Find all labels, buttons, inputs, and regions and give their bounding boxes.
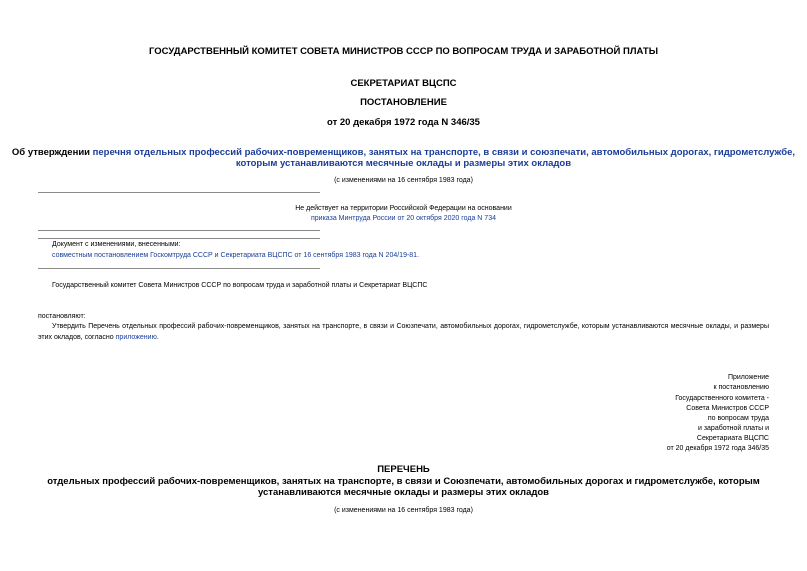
divider [38, 230, 320, 231]
status-text: Не действует на территории Российской Федерации на основании [295, 205, 512, 212]
divider [38, 238, 320, 239]
appendix-line: Совета Министров СССР [686, 405, 769, 412]
appendix-line: по вопросам труда [707, 415, 769, 422]
list-heading: ПЕРЕЧЕНЬ [377, 464, 430, 475]
approve-paragraph [38, 321, 769, 343]
divider [38, 268, 320, 269]
document-date-number: от 20 декабря 1972 года N 346/35 [327, 117, 480, 128]
title-prefix: Об утверждении [11, 147, 93, 158]
appendix-line: к постановлению [713, 384, 769, 391]
appendix-line: Приложение [727, 374, 769, 381]
approve-text: Утвердить Перечень отдельных профессий рабочих-повременщиков, занятых на транспорте, в связи и Союзпечати, автомобильных дорогах, гидрометслужбе, которым устанавливаются месячные оклады, и размеры этих окладов, согласно [38, 323, 769, 341]
document-type: ПОСТАНОВЛЕНИЕ [360, 97, 447, 108]
status-link[interactable]: приказа Минтруда России от 20 октября 2020 года N 734 [311, 215, 496, 222]
appendix-line: и заработной платы и [697, 425, 769, 432]
list-title-line2: устанавливаются месячные оклады и размеры этих окладов [257, 487, 550, 498]
amendments-link[interactable]: совместным постановлением Госкомтруда СССР и Секретариата ВЦСПС от 16 сентября 1983 года N 204/19-81. [52, 252, 420, 259]
document-title [0, 147, 807, 169]
divider [38, 192, 320, 193]
committee-heading: ГОСУДАРСТВЕННЫЙ КОМИТЕТ СОВЕТА МИНИСТРОВ СССР ПО ВОПРОСАМ ТРУДА И ЗАРАБОТНОЙ ПЛАТЫ [148, 46, 658, 57]
appendix-line: Государственного комитета - [675, 395, 769, 402]
changes-note: (с изменениями на 16 сентября 1983 года) [334, 177, 473, 184]
appendix-link[interactable]: приложению [115, 334, 157, 341]
title-link-line1[interactable]: перечня отдельных профессий рабочих-повременщиков, занятых на транспорте, в связи и союзпечати, автомобильных дорогах, гидрометслужбе, [92, 147, 796, 158]
title-link-line2[interactable]: которым устанавливаются месячные оклады и размеры этих окладов [235, 158, 572, 169]
secretariat-heading: СЕКРЕТАРИАТ ВЦСПС [350, 78, 457, 89]
approve-end: . [156, 334, 159, 341]
list-title [0, 476, 807, 498]
list-changes-note: (с изменениями на 16 сентября 1983 года) [334, 507, 473, 514]
appendix-line: от 20 декабря 1972 года 346/35 [666, 445, 769, 452]
intro-paragraph: Государственный комитет Совета Министров СССР по вопросам труда и заработной платы и Секретариат ВЦСПС [52, 282, 428, 289]
amendments-label: Документ с изменениями, внесенными: [52, 241, 181, 248]
resolves-text: постановляют: [38, 313, 86, 320]
appendix-line: Секретариата ВЦСПС [696, 435, 769, 442]
list-title-line1: отдельных профессий рабочих-повременщиков, занятых на транспорте, в связи и Союзпечати, автомобильных дорогах и гидрометслужбе, которым [47, 476, 760, 487]
